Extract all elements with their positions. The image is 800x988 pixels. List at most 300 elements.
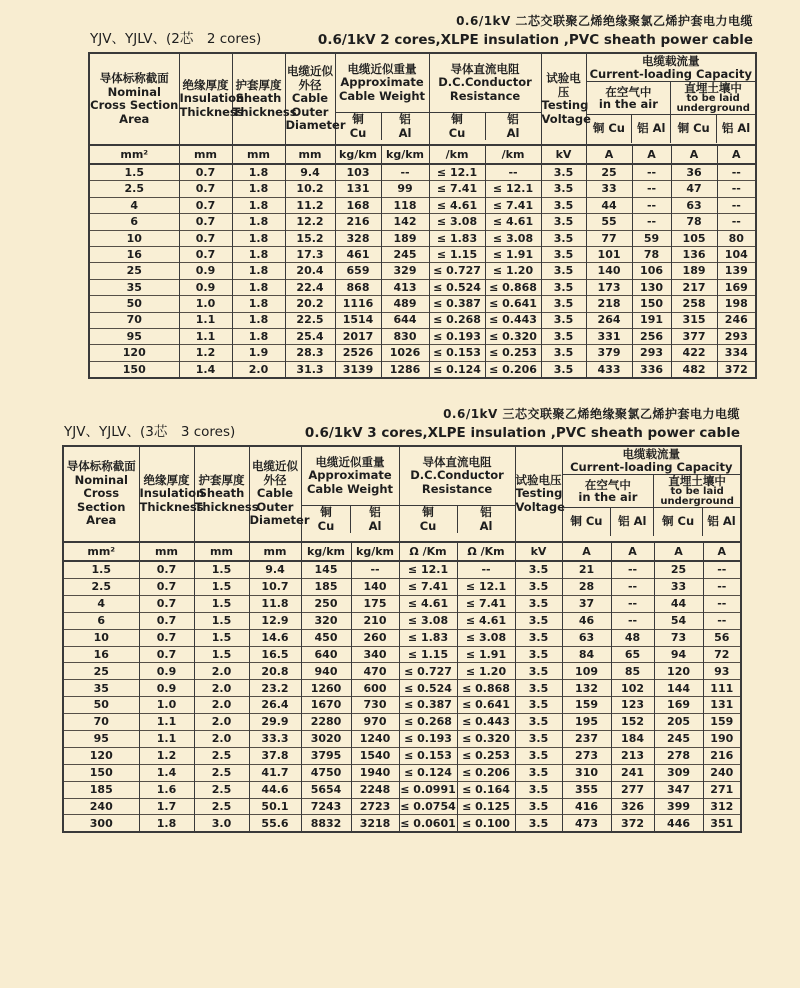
spec-cell: 2.0	[194, 730, 249, 747]
spec-row	[89, 246, 756, 262]
spec-cell: ≤ 0.0754	[399, 798, 457, 815]
spec-cell: ≤ 1.15	[429, 246, 485, 262]
spec-cell: ≤ 12.1	[457, 578, 515, 595]
spec-cell: ≤ 3.08	[457, 629, 515, 646]
spec-cell: ≤ 0.320	[457, 730, 515, 747]
header-nominal-en: Nominal Cross Section Area	[74, 472, 128, 528]
spec-cell: 73	[654, 629, 703, 646]
header-voltage-en: Testing Voltage	[515, 486, 565, 514]
spec-cell: 278	[654, 747, 703, 764]
header-weight-al-zh: 铝	[399, 112, 411, 126]
spec-cell: 95	[63, 730, 139, 747]
spec-cell: 10	[89, 230, 179, 246]
header-nominal-zh: 导体标称截面	[66, 459, 136, 474]
spec-cell: 8832	[301, 815, 351, 832]
spec-cell: 20.2	[285, 296, 335, 312]
spec-cell: 1540	[351, 747, 399, 764]
spec-cell: 213	[611, 747, 654, 764]
spec-cell: 21	[562, 561, 611, 578]
unit-cell: Ω /Km	[399, 542, 457, 561]
spec-cell: 461	[335, 246, 381, 262]
spec-cell: ≤ 7.41	[485, 197, 541, 213]
spec-cell: 1.6	[139, 781, 194, 798]
spec-cell: 0.7	[139, 646, 194, 663]
spec-cell: 1.4	[139, 764, 194, 781]
spec-cell: 136	[671, 246, 717, 262]
spec-cell: 399	[654, 798, 703, 815]
spec-cell: 433	[586, 361, 632, 378]
spec-cell: 104	[717, 246, 756, 262]
spec-cell: 3020	[301, 730, 351, 747]
spec-cell: 331	[586, 328, 632, 344]
spec-cell: 41.7	[249, 764, 301, 781]
spec-cell: 3.5	[541, 296, 586, 312]
spec-cell: 9.4	[249, 561, 301, 578]
spec-cell: 2.5	[194, 747, 249, 764]
spec-cell: 159	[562, 697, 611, 714]
spec-row	[89, 164, 756, 181]
spec-cell: 184	[611, 730, 654, 747]
spec-cell: 416	[562, 798, 611, 815]
spec-cell: 2.0	[194, 697, 249, 714]
spec-cell: 139	[717, 263, 756, 279]
spec-cell: 0.9	[139, 663, 194, 680]
spec-cell: 131	[703, 697, 741, 714]
table-title-zh-3core: 0.6/1kV 三芯交联聚乙烯绝缘聚氯乙烯护套电力电缆	[443, 407, 740, 422]
spec-cell: 54	[654, 612, 703, 629]
spec-cell: 189	[671, 263, 717, 279]
spec-cell: 2.5	[194, 798, 249, 815]
spec-cell: 277	[611, 781, 654, 798]
spec-cell: 175	[351, 595, 399, 612]
spec-cell: 118	[381, 197, 429, 213]
spec-cell: 3.5	[541, 361, 586, 378]
spec-cell: 3.5	[541, 246, 586, 262]
spec-cell: 379	[586, 345, 632, 361]
spec-cell: --	[632, 197, 671, 213]
spec-cell: 198	[717, 296, 756, 312]
units-row	[89, 145, 756, 164]
spec-cell: 2.0	[232, 361, 285, 378]
titles-3core	[305, 405, 740, 441]
spec-cell: 6	[63, 612, 139, 629]
header-weight-cu	[336, 113, 381, 140]
spec-cell: ≤ 1.83	[429, 230, 485, 246]
spec-cell: 120	[63, 747, 139, 764]
unit-cell: A	[703, 542, 741, 561]
spec-cell: --	[632, 164, 671, 181]
spec-cell: 271	[703, 781, 741, 798]
spec-cell: 6	[89, 214, 179, 230]
spec-cell: 103	[335, 164, 381, 181]
spec-cell: 12.9	[249, 612, 301, 629]
header-capacity-zh: 电缆载流量	[622, 447, 681, 462]
spec-cell: ≤ 0.153	[429, 345, 485, 361]
spec-cell: ≤ 0.268	[399, 714, 457, 731]
spec-cell: 131	[335, 181, 381, 197]
spec-table-3core	[62, 445, 742, 833]
header-capacity-air-en: in the air	[578, 490, 638, 505]
header-capacity-underground-en: to be laid underground	[676, 93, 750, 114]
spec-cell: 355	[562, 781, 611, 798]
spec-cell: ≤ 0.125	[457, 798, 515, 815]
spec-cell: ≤ 0.124	[399, 764, 457, 781]
spec-cell: 150	[63, 764, 139, 781]
spec-cell: --	[611, 612, 654, 629]
spec-cell: 191	[632, 312, 671, 328]
header-capacity-underground	[653, 475, 740, 507]
header-weight-en: Approximate Cable Weight	[306, 468, 394, 496]
spec-cell: 2.5	[194, 764, 249, 781]
header-capacity-underground-al: 铝 Al	[716, 115, 755, 143]
spec-cell: 2.5	[63, 578, 139, 595]
spec-row	[63, 663, 741, 680]
spec-cell: 0.9	[139, 680, 194, 697]
spec-cell: 37.8	[249, 747, 301, 764]
header-row	[63, 446, 741, 542]
spec-cell: 315	[671, 312, 717, 328]
spec-cell: 46	[562, 612, 611, 629]
spec-cell: ≤ 1.91	[485, 246, 541, 262]
spec-cell: 1.8	[232, 328, 285, 344]
spec-cell: ≤ 0.164	[457, 781, 515, 798]
header-capacity	[562, 446, 741, 542]
spec-cell: 1.5	[89, 164, 179, 181]
spec-row	[63, 798, 741, 815]
spec-cell: 1.1	[139, 714, 194, 731]
header-resistance-en: D.C.Conductor Resistance	[438, 75, 532, 103]
spec-cell: 320	[301, 612, 351, 629]
spec-cell: --	[611, 561, 654, 578]
spec-cell: ≤ 0.124	[429, 361, 485, 378]
spec-cell: 256	[632, 328, 671, 344]
spec-cell: 241	[611, 764, 654, 781]
table-title-en-3core: 0.6/1kV 3 cores,XLPE insulation ,PVC sheath power cable	[304, 425, 740, 442]
spec-cell: 33	[654, 578, 703, 595]
spec-cell: ≤ 4.61	[429, 197, 485, 213]
spec-cell: 16.5	[249, 646, 301, 663]
spec-cell: 4750	[301, 764, 351, 781]
spec-cell: 422	[671, 345, 717, 361]
spec-cell: 240	[703, 764, 741, 781]
header-weight-al	[381, 113, 429, 140]
spec-cell: 1.1	[179, 328, 232, 344]
header-voltage-zh: 试验电压	[515, 472, 562, 487]
spec-cell: 1.2	[139, 747, 194, 764]
spec-cell: 159	[703, 714, 741, 731]
spec-cell: 31.3	[285, 361, 335, 378]
spec-row	[63, 764, 741, 781]
spec-cell: 65	[611, 646, 654, 663]
header-voltage-zh: 试验电压	[546, 71, 581, 99]
spec-cell: --	[632, 214, 671, 230]
spec-cell: 216	[703, 747, 741, 764]
spec-cell: 470	[351, 663, 399, 680]
spec-cell: 4	[89, 197, 179, 213]
spec-cell: 142	[381, 214, 429, 230]
spec-row	[63, 730, 741, 747]
spec-cell: 20.4	[285, 263, 335, 279]
spec-cell: 446	[654, 815, 703, 832]
spec-cell: 312	[703, 798, 741, 815]
spec-cell: 940	[301, 663, 351, 680]
spec-cell: 1.8	[232, 312, 285, 328]
header-weight-al	[350, 506, 398, 533]
spec-cell: 140	[586, 263, 632, 279]
spec-cell: 28	[562, 578, 611, 595]
spec-row	[63, 815, 741, 832]
spec-cell: 84	[562, 646, 611, 663]
spec-cell: 1.8	[232, 246, 285, 262]
spec-cell: 258	[671, 296, 717, 312]
header-sheath	[232, 53, 297, 145]
spec-cell: ≤ 1.20	[485, 263, 541, 279]
spec-cell: --	[632, 181, 671, 197]
spec-cell: 1.4	[179, 361, 232, 378]
spec-cell: 351	[703, 815, 741, 832]
header-insulation	[139, 446, 205, 542]
unit-cell: A	[671, 145, 717, 164]
header-capacity-air-zh: 在空气中	[605, 85, 652, 99]
spec-cell: 150	[89, 361, 179, 378]
header-sheath-en: Sheath Thickness	[232, 91, 297, 119]
header-resistance-al	[457, 506, 515, 533]
unit-cell: A	[632, 145, 671, 164]
titles-2core	[318, 12, 753, 48]
spec-cell: 63	[562, 629, 611, 646]
spec-cell: 10.7	[249, 578, 301, 595]
spec-cell: ≤ 0.100	[457, 815, 515, 832]
spec-cell: 29.9	[249, 714, 301, 731]
header-diameter-en: Cable Outer Diameter	[285, 91, 346, 133]
spec-cell: 102	[611, 680, 654, 697]
spec-cell: 85	[611, 663, 654, 680]
spec-cell: 2723	[351, 798, 399, 815]
header-capacity-air-zh: 在空气中	[584, 478, 631, 493]
spec-cell: 44.6	[249, 781, 301, 798]
spec-cell: 273	[562, 747, 611, 764]
header-resistance-al	[485, 113, 541, 140]
unit-cell: A	[562, 542, 611, 561]
header-voltage	[541, 53, 591, 145]
spec-cell: ≤ 0.387	[399, 697, 457, 714]
header-nominal-en: Nominal Cross Section Area	[90, 84, 179, 126]
header-resistance-zh: 导体直流电阻	[450, 61, 520, 76]
spec-cell: ≤ 1.20	[457, 663, 515, 680]
unit-cell: mm	[232, 145, 285, 164]
spec-cell: 1514	[335, 312, 381, 328]
spec-cell: 326	[611, 798, 654, 815]
header-resistance-al-zh: 铝	[507, 112, 519, 126]
spec-cell: 14.6	[249, 629, 301, 646]
header-weight-al-en: Al	[398, 125, 412, 140]
spec-cell: ≤ 1.91	[457, 646, 515, 663]
spec-row	[89, 296, 756, 312]
spec-cell: 1260	[301, 680, 351, 697]
table-title-en-2core: 0.6/1kV 2 cores,XLPE insulation ,PVC sheath power cable	[317, 32, 753, 48]
spec-cell: 48	[611, 629, 654, 646]
header-capacity-underground-al: 铝 Al	[702, 508, 740, 536]
header-weight-al-en: Al	[368, 518, 382, 533]
spec-cell: 2.0	[194, 663, 249, 680]
spec-cell: 25	[586, 164, 632, 181]
spec-cell: 173	[586, 279, 632, 295]
spec-cell: 600	[351, 680, 399, 697]
spec-cell: 1.8	[232, 279, 285, 295]
spec-cell: --	[703, 578, 741, 595]
spec-cell: 3.5	[541, 328, 586, 344]
spec-cell: 1.9	[232, 345, 285, 361]
spec-cell: ≤ 0.641	[457, 697, 515, 714]
spec-cell: ≤ 1.15	[399, 646, 457, 663]
header-row	[89, 53, 756, 145]
spec-cell: 55.6	[249, 815, 301, 832]
header-sheath-en: Sheath Thickness	[194, 486, 259, 514]
spec-cell: 237	[562, 730, 611, 747]
spec-cell: 25.4	[285, 328, 335, 344]
spec-cell: 20.8	[249, 663, 301, 680]
spec-cell: 1940	[351, 764, 399, 781]
spec-cell: ≤ 4.61	[457, 612, 515, 629]
spec-cell: ≤ 0.320	[485, 328, 541, 344]
unit-cell: kg/km	[301, 542, 351, 561]
spec-cell: --	[717, 164, 756, 181]
spec-cell: 95	[89, 328, 179, 344]
spec-cell: 145	[301, 561, 351, 578]
spec-row	[89, 328, 756, 344]
spec-cell: ≤ 1.83	[399, 629, 457, 646]
header-resistance-cu-zh: 铜	[422, 505, 434, 520]
header-resistance-cu-en: Cu	[448, 125, 466, 140]
spec-row	[63, 629, 741, 646]
spec-cell: 3795	[301, 747, 351, 764]
spec-cell: 1.8	[232, 181, 285, 197]
spec-cell: 1240	[351, 730, 399, 747]
spec-cell: 3.5	[541, 181, 586, 197]
header-voltage-en: Testing Voltage	[541, 98, 591, 126]
spec-row	[63, 561, 741, 578]
header-insulation	[179, 53, 245, 145]
unit-cell: mm	[249, 542, 301, 561]
header-capacity-air-al: 铝 Al	[610, 508, 653, 536]
header-resistance-en: D.C.Conductor Resistance	[410, 468, 504, 496]
unit-cell: kg/km	[351, 542, 399, 561]
spec-cell: 1286	[381, 361, 429, 378]
header-capacity	[586, 53, 756, 145]
spec-cell: ≤ 3.08	[485, 230, 541, 246]
spec-cell: ≤ 0.868	[457, 680, 515, 697]
spec-cell: 0.7	[139, 561, 194, 578]
spec-row	[63, 646, 741, 663]
spec-cell: 3.5	[515, 798, 562, 815]
spec-cell: 55	[586, 214, 632, 230]
header-sheath-zh: 护套厚度	[198, 472, 245, 487]
header-weight	[335, 53, 429, 145]
header-capacity-underground-cu: 铜 Cu	[670, 115, 716, 143]
header-resistance-zh: 导体直流电阻	[422, 454, 492, 469]
spec-cell: 205	[654, 714, 703, 731]
spec-cell: 35	[63, 680, 139, 697]
spec-cell: 132	[562, 680, 611, 697]
spec-cell: 1.8	[139, 815, 194, 832]
spec-cell: 336	[632, 361, 671, 378]
spec-cell: 94	[654, 646, 703, 663]
spec-cell: 190	[703, 730, 741, 747]
header-capacity-underground	[670, 82, 755, 114]
spec-cell: 347	[654, 781, 703, 798]
spec-cell: 0.7	[179, 214, 232, 230]
header-resistance-al-en: Al	[479, 518, 493, 533]
spec-cell: --	[717, 214, 756, 230]
spec-cell: 3.5	[515, 714, 562, 731]
spec-cell: 3.5	[541, 279, 586, 295]
header-sheath	[194, 446, 259, 542]
header-capacity-air-cu: 铜 Cu	[592, 121, 625, 136]
spec-cell: 0.7	[139, 629, 194, 646]
spec-cell: 195	[562, 714, 611, 731]
spec-cell: 70	[89, 312, 179, 328]
spec-cell: 26.4	[249, 697, 301, 714]
unit-cell: kg/km	[381, 145, 429, 164]
spec-cell: 63	[671, 197, 717, 213]
spec-cell: 16	[89, 246, 179, 262]
header-resistance-cu-en: Cu	[419, 518, 437, 533]
spec-cell: 3.5	[515, 815, 562, 832]
spec-cell: --	[381, 164, 429, 181]
header-capacity-zh: 电缆载流量	[642, 54, 700, 68]
spec-cell: ≤ 7.41	[399, 578, 457, 595]
spec-cell: 1.1	[139, 730, 194, 747]
spec-cell: 12.2	[285, 214, 335, 230]
units-row	[63, 542, 741, 561]
spec-cell: ≤ 0.524	[399, 680, 457, 697]
spec-cell: 77	[586, 230, 632, 246]
spec-cell: 0.7	[139, 612, 194, 629]
unit-cell: A	[654, 542, 703, 561]
spec-cell: 659	[335, 263, 381, 279]
spec-cell: ≤ 0.0991	[399, 781, 457, 798]
spec-cell: 140	[351, 578, 399, 595]
spec-cell: 1.5	[194, 595, 249, 612]
spec-cell: 3.5	[515, 697, 562, 714]
spec-cell: 340	[351, 646, 399, 663]
header-capacity-air-en: in the air	[598, 97, 658, 111]
header-weight-al-zh: 铝	[369, 505, 381, 520]
titlebar-2core	[90, 12, 753, 48]
spec-cell: 3.5	[515, 663, 562, 680]
spec-cell: 130	[632, 279, 671, 295]
spec-cell: 185	[63, 781, 139, 798]
spec-row	[63, 578, 741, 595]
header-weight-cu-en: Cu	[349, 125, 367, 140]
spec-cell: 17.3	[285, 246, 335, 262]
spec-cell: ≤ 3.08	[399, 612, 457, 629]
spec-cell: ≤ 7.41	[457, 595, 515, 612]
spec-cell: 1.5	[63, 561, 139, 578]
header-weight-cu-en: Cu	[317, 518, 335, 533]
header-diameter-en: Cable Outer Diameter	[249, 486, 310, 528]
unit-cell: kV	[515, 542, 562, 561]
spec-cell: 1.5	[194, 612, 249, 629]
spec-cell: 50	[89, 296, 179, 312]
spec-cell: 1.8	[232, 263, 285, 279]
spec-cell: 2.0	[194, 680, 249, 697]
spec-cell: 0.9	[179, 279, 232, 295]
spec-cell: 372	[611, 815, 654, 832]
header-resistance-cu-zh: 铜	[451, 112, 463, 126]
spec-cell: 216	[335, 214, 381, 230]
spec-cell: 0.7	[139, 578, 194, 595]
